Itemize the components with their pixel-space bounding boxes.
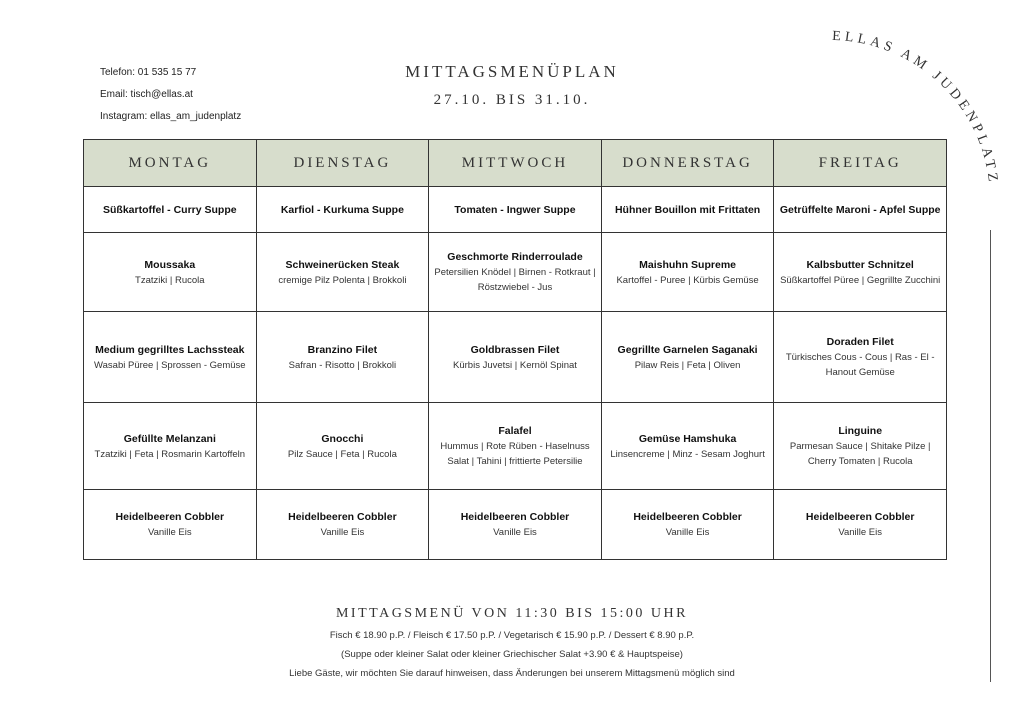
- page-title: MITTAGSMENÜPLAN: [405, 62, 619, 81]
- dish-name: Geschmorte Rinderroulade: [447, 251, 583, 263]
- dish-name: Heidelbeeren Cobbler: [460, 511, 570, 523]
- dish-name: Tomaten - Ingwer Suppe: [454, 203, 576, 216]
- day-header-monday: MONTAG: [84, 140, 257, 187]
- day-header-friday: FREITAG: [774, 140, 947, 187]
- dish-sides: Petersilien Knödel | Birnen - Rotkraut | Röstzwiebel - Jus: [434, 267, 596, 293]
- price-list: Fisch € 18.90 p.P. / Fleisch € 17.50 p.P. / Vegetarisch € 15.90 p.P. / Dessert € 8.90 p.P.: [329, 630, 695, 641]
- dish-name: Branzino Filet: [307, 343, 378, 356]
- dish-sides: Pilaw Reis | Feta | Oliven: [634, 359, 741, 371]
- menu-cell: [256, 490, 429, 560]
- menu-row-soup: [84, 187, 947, 233]
- instagram-text: Instagram: ellas_am_judenplatz: [100, 111, 242, 122]
- menu-cell: [256, 233, 429, 312]
- menu-cell: [601, 490, 774, 560]
- dish-name: Gefüllte Melanzani: [123, 432, 216, 445]
- menu-cell: [774, 403, 947, 490]
- day-header-thursday: DONNERSTAG: [601, 140, 774, 187]
- dish-sides: Vanille Eis: [838, 527, 883, 538]
- dish-name: Goldbrassen Filet: [470, 343, 560, 356]
- menu-cell: [774, 187, 947, 233]
- dish-sides: Vanille Eis: [493, 527, 537, 538]
- dish-sides: Linsencreme | Minz - Sesam Joghurt: [610, 448, 765, 460]
- dish-name: Gnocchi: [321, 432, 364, 445]
- day-header-row: [84, 140, 947, 187]
- menu-row-main3: [84, 403, 947, 490]
- lunch-hours-title: MITTAGSMENÜ VON 11:30 BIS 15:00 UHR: [335, 606, 688, 621]
- menu-cell: [429, 233, 602, 312]
- dish-name: Moussaka: [144, 258, 196, 271]
- dish-sides: Safran - Risotto | Brokkoli: [288, 359, 397, 371]
- dish-sides: Süßkartoffel Püree | Gegrillte Zucchini: [780, 274, 941, 286]
- title-block: [300, 62, 724, 109]
- dish-name: Schweinerücken Steak: [285, 258, 400, 271]
- dish-name: Kalbsbutter Schnitzel: [806, 258, 914, 271]
- dish-name: Gegrillte Garnelen Saganaki: [617, 343, 758, 356]
- weekly-menu-table: [83, 139, 947, 560]
- dish-sides: Vanille Eis: [147, 527, 192, 538]
- menu-row-dessert: [84, 490, 947, 560]
- dish-sides: Pilz Sauce | Feta | Rucola: [287, 448, 397, 460]
- menu-row-main2: [84, 312, 947, 403]
- dish-sides: Hummus | Rote Rüben - Haselnuss Salat | Tahini | frittierte Petersilie: [440, 441, 590, 467]
- dish-sides: Wasabi Püree | Sprossen - Gemüse: [94, 359, 246, 371]
- dish-name: Heidelbeeren Cobbler: [288, 511, 397, 523]
- contact-info: [100, 62, 241, 128]
- menu-cell: [256, 187, 429, 233]
- dish-name: Heidelbeeren Cobbler: [115, 511, 225, 523]
- dish-name: Hühner Bouillon mit Frittaten: [614, 203, 761, 216]
- menu-cell: [601, 187, 774, 233]
- dish-name: Gemüse Hamshuka: [638, 432, 737, 445]
- menu-cell: [84, 233, 257, 312]
- brand-name-text: ELLAS AM JUDENPLATZ: [831, 28, 1001, 187]
- menu-cell: [429, 403, 602, 490]
- menu-cell: [601, 233, 774, 312]
- menu-cell: [601, 403, 774, 490]
- dish-name: Karfiol - Kurkuma Suppe: [280, 203, 404, 216]
- dish-name: Linguine: [838, 425, 883, 437]
- dish-sides: cremige Pilz Polenta | Brokkoli: [278, 274, 407, 286]
- day-header-wednesday: MITTWOCH: [429, 140, 602, 187]
- email-text: Email: tisch@ellas.at: [100, 89, 193, 100]
- dish-name: Maishuhn Supreme: [639, 258, 736, 271]
- menu-cell: [84, 187, 257, 233]
- menu-cell: [84, 312, 257, 403]
- dish-sides: Tzatziki | Rucola: [135, 274, 205, 286]
- menu-note: (Suppe oder kleiner Salat oder kleiner Griechischer Salat +3.90 € & Hauptspeise): [341, 649, 683, 660]
- dish-name: Getrüffelte Maroni - Apfel Suppe: [779, 203, 941, 216]
- menu-cell: [256, 403, 429, 490]
- menu-cell: [774, 312, 947, 403]
- menu-cell: [774, 233, 947, 312]
- change-notice: Liebe Gäste, wir möchten Sie darauf hinweisen, dass Änderungen bei unserem Mittagsmenü möglich sind: [289, 668, 735, 679]
- menu-row-main1: [84, 233, 947, 312]
- dish-name: Süßkartoffel - Curry Suppe: [102, 203, 237, 216]
- day-header-tuesday: DIENSTAG: [256, 140, 429, 187]
- menu-cell: [774, 490, 947, 560]
- dish-sides: Kartoffel - Puree | Kürbis Gemüse: [616, 274, 759, 286]
- date-range: 27.10. BIS 31.10.: [433, 92, 591, 108]
- menu-cell: [84, 490, 257, 560]
- dish-sides: Parmesan Sauce | Shitake Pilze | Cherry Tomaten | Rucola: [789, 441, 931, 467]
- dish-name: Heidelbeeren Cobbler: [633, 511, 742, 523]
- dish-name: Heidelbeeren Cobbler: [805, 511, 915, 523]
- menu-cell: [84, 403, 257, 490]
- footer: [200, 606, 824, 679]
- dish-sides: Türkisches Cous - Cous | Ras - El - Hanout Gemüse: [785, 352, 935, 378]
- dish-sides: Kürbis Juvetsi | Kernöl Spinat: [453, 359, 577, 371]
- menu-cell: [601, 312, 774, 403]
- menu-cell: [429, 490, 602, 560]
- dish-name: Doraden Filet: [826, 336, 894, 348]
- dish-name: Medium gegrilltes Lachssteak: [95, 343, 245, 356]
- dish-name: Falafel: [498, 425, 532, 437]
- dish-sides: Vanille Eis: [665, 527, 710, 538]
- menu-cell: [256, 312, 429, 403]
- menu-cell: [429, 312, 602, 403]
- phone-text: Telefon: 01 535 15 77: [100, 67, 197, 78]
- dish-sides: Vanille Eis: [320, 527, 365, 538]
- menu-cell: [429, 187, 602, 233]
- dish-sides: Tzatziki | Feta | Rosmarin Kartoffeln: [94, 448, 246, 460]
- decorative-vertical-line: [990, 230, 991, 682]
